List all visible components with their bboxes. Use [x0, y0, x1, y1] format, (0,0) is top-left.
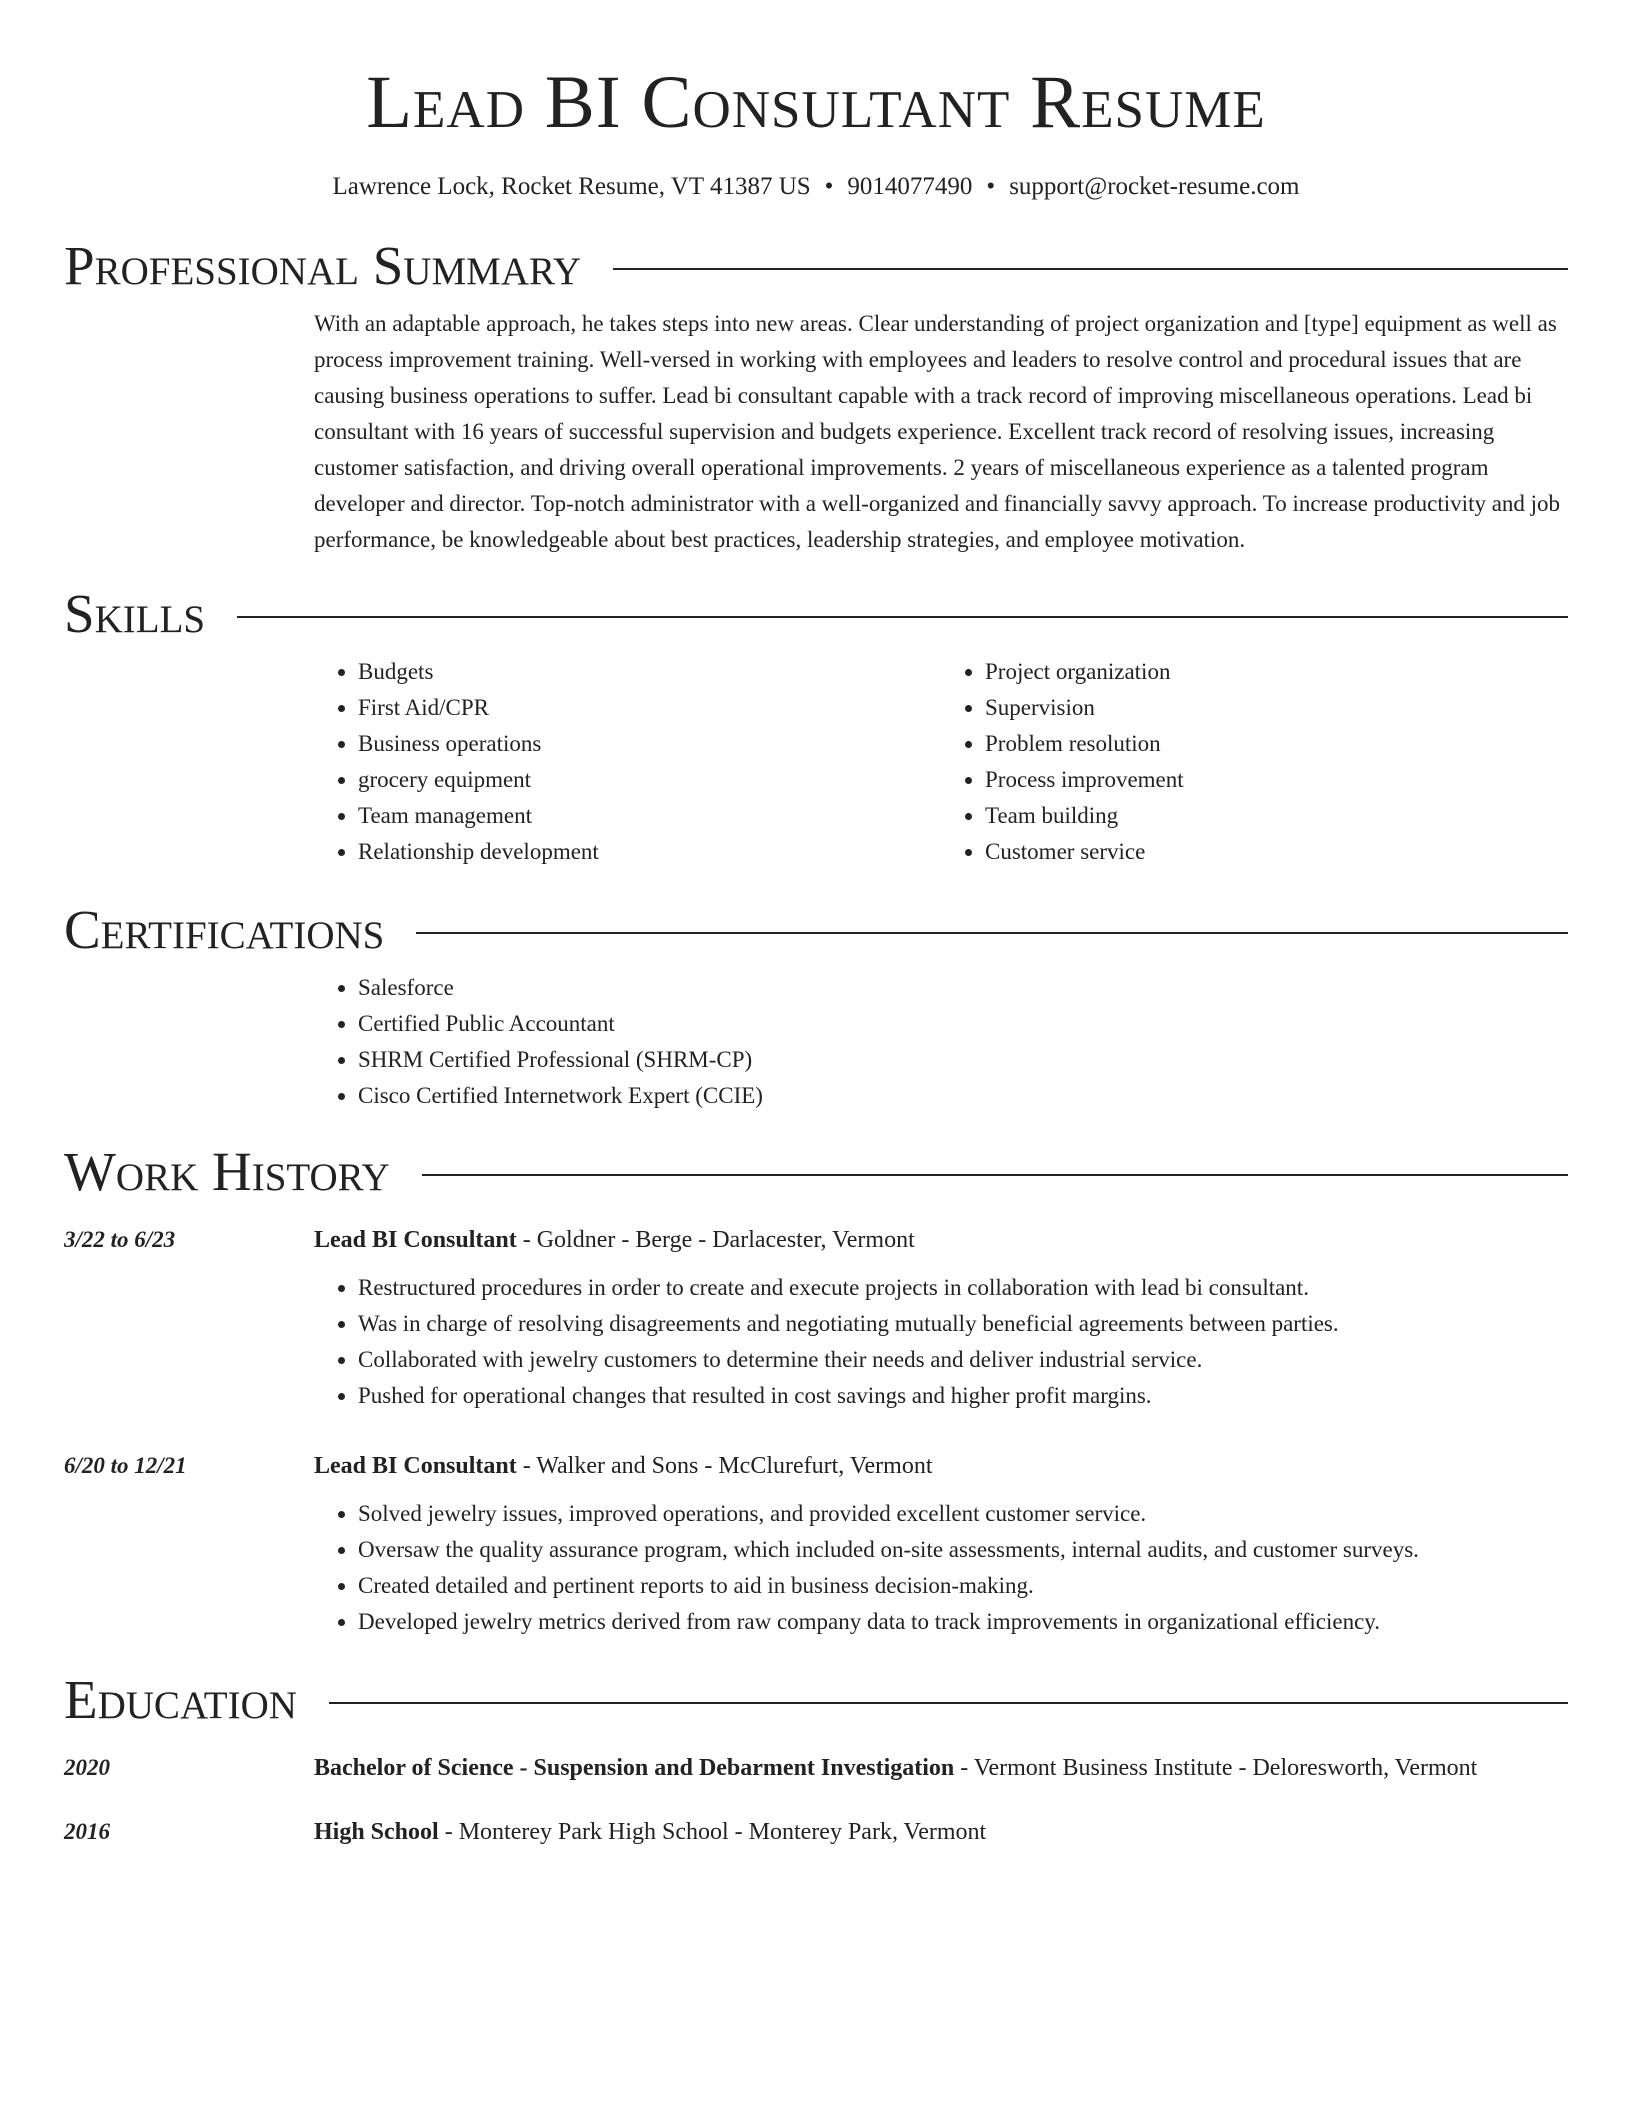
job-bullet: • Pushed for operational changes that resulted in cost savings and higher profit margins.: [358, 1378, 1568, 1414]
section-header: [64, 900, 1568, 960]
education-entry: [64, 1788, 1568, 1852]
certification-item: • Salesforce: [358, 970, 1568, 1006]
education-section: [64, 1670, 1568, 1852]
skill-item: • Team management: [358, 798, 941, 834]
section-title-education: Education: [64, 1669, 297, 1730]
job-title: Lead BI Consultant: [314, 1453, 517, 1479]
certifications-list: [314, 970, 1568, 1114]
job-body: [314, 1496, 1568, 1640]
job-bullet: • Developed jewelry metrics derived from raw company data to track improvements in organizational efficiency.: [358, 1604, 1568, 1640]
job-dates: 3/22 to 6/23: [64, 1227, 176, 1252]
education-degree: High School: [314, 1819, 439, 1845]
section-header: [64, 236, 1568, 296]
job-header: [64, 1220, 1568, 1260]
job-body: [314, 1270, 1568, 1414]
certification-item: • Certified Public Accountant: [358, 1006, 1568, 1042]
section-title-skills: Skills: [64, 583, 206, 644]
job-bullet: • Oversaw the quality assurance program, which included on-site assessments, internal audits, and customer surveys.: [358, 1532, 1568, 1568]
summary-section: [64, 236, 1568, 558]
skill-item: • Project organization: [985, 654, 1568, 690]
skills-list-left: [314, 654, 941, 870]
job-bullets: [314, 1496, 1568, 1640]
job-entry: [64, 1414, 1568, 1640]
skill-item: • First Aid/CPR: [358, 690, 941, 726]
resume-page: [64, 0, 1568, 1852]
skills-section: [64, 584, 1568, 870]
job-title: Lead BI Consultant: [314, 1227, 517, 1253]
job-bullet: • Was in charge of resolving disagreements and negotiating mutually beneficial agreements between parties.: [358, 1306, 1568, 1342]
education-heading: [314, 1812, 1568, 1852]
education-year: 2016: [64, 1819, 110, 1844]
job-entry: [64, 1202, 1568, 1414]
section-header: [64, 584, 1568, 644]
section-divider: [422, 1174, 1568, 1176]
job-details: - Goldner - Berge - Darlacester, Vermont: [516, 1227, 915, 1253]
education-entry: [64, 1730, 1568, 1788]
job-heading: [314, 1220, 1568, 1260]
section-divider: [329, 1702, 1568, 1704]
section-divider: [613, 268, 1568, 270]
job-header: [64, 1446, 1568, 1486]
skills-list-right: [941, 654, 1568, 870]
job-bullet: • Created detailed and pertinent reports to aid in business decision-making.: [358, 1568, 1568, 1604]
contact-address: Lawrence Lock, Rocket Resume, VT 41387 US: [332, 173, 811, 200]
job-bullet: • Restructured procedures in order to create and execute projects in collaboration with lead bi consultant.: [358, 1270, 1568, 1306]
certifications-section: [64, 900, 1568, 1114]
section-title-work-history: Work History: [64, 1141, 390, 1202]
skill-item: • Business operations: [358, 726, 941, 762]
skill-item: • Customer service: [985, 834, 1568, 870]
summary-body: [314, 296, 1568, 558]
section-title-certifications: Certifications: [64, 899, 385, 960]
work-history-section: [64, 1142, 1568, 1640]
certification-item: • Cisco Certified Internetwork Expert (CCIE): [358, 1078, 1568, 1114]
job-heading: [314, 1446, 1568, 1486]
contact-separator: •: [824, 173, 834, 200]
job-dates: 6/20 to 12/21: [64, 1453, 187, 1478]
skills-grid: [314, 644, 1568, 870]
skill-item: • Relationship development: [358, 834, 941, 870]
job-bullet: • Collaborated with jewelry customers to determine their needs and deliver industrial service.: [358, 1342, 1568, 1378]
education-details: - Monterey Park High School - Monterey Park, Vermont: [438, 1819, 987, 1845]
education-heading: [314, 1748, 1568, 1788]
job-bullets: [314, 1270, 1568, 1414]
section-divider: [237, 616, 1568, 618]
section-header: [64, 1670, 1568, 1730]
skill-item: • grocery equipment: [358, 762, 941, 798]
contact-separator: •: [986, 173, 996, 200]
education-degree: Bachelor of Science - Suspension and Debarment Investigation: [314, 1755, 955, 1781]
section-divider: [416, 932, 1568, 934]
skill-item: • Budgets: [358, 654, 941, 690]
contact-line: [64, 172, 1568, 202]
education-details: - Vermont Business Institute - Deloresworth, Vermont: [954, 1755, 1478, 1781]
section-title-summary: Professional Summary: [64, 235, 582, 296]
certifications-body: [314, 960, 1568, 1114]
skill-item: • Supervision: [985, 690, 1568, 726]
resume-title: Lead BI Consultant Resume: [366, 61, 1266, 144]
job-details: - Walker and Sons - McClurefurt, Vermont: [516, 1453, 933, 1479]
skill-item: • Problem resolution: [985, 726, 1568, 762]
education-year: 2020: [64, 1755, 110, 1780]
certification-item: • SHRM Certified Professional (SHRM-CP): [358, 1042, 1568, 1078]
summary-text: With an adaptable approach, he takes steps into new areas. Clear understanding of project organization and [type] equipment as well as process improvement training. Well-versed in working with employees and leaders to resolve control and procedural issues that are causing business operations to suffer. Lead bi consultant capable with a track record of improving miscellaneous operations. Lead bi consultant with 16 years of successful supervision and budgets experience. Excellent track record of resolving issues, increasing customer satisfaction, and driving overall operational improvements. 2 years of miscellaneous experience as a talented program developer and director. Top-notch administrator with a well-organized and financially savvy approach. To increase productivity and job performance, be knowledgeable about best practices, leadership strategies, and employee motivation.: [314, 311, 1561, 552]
contact-email: support@rocket-resume.com: [1009, 173, 1300, 200]
contact-phone: 9014077490: [847, 173, 973, 200]
section-header: [64, 1142, 1568, 1202]
skill-item: • Process improvement: [985, 762, 1568, 798]
skill-item: • Team building: [985, 798, 1568, 834]
job-bullet: • Solved jewelry issues, improved operations, and provided excellent customer service.: [358, 1496, 1568, 1532]
